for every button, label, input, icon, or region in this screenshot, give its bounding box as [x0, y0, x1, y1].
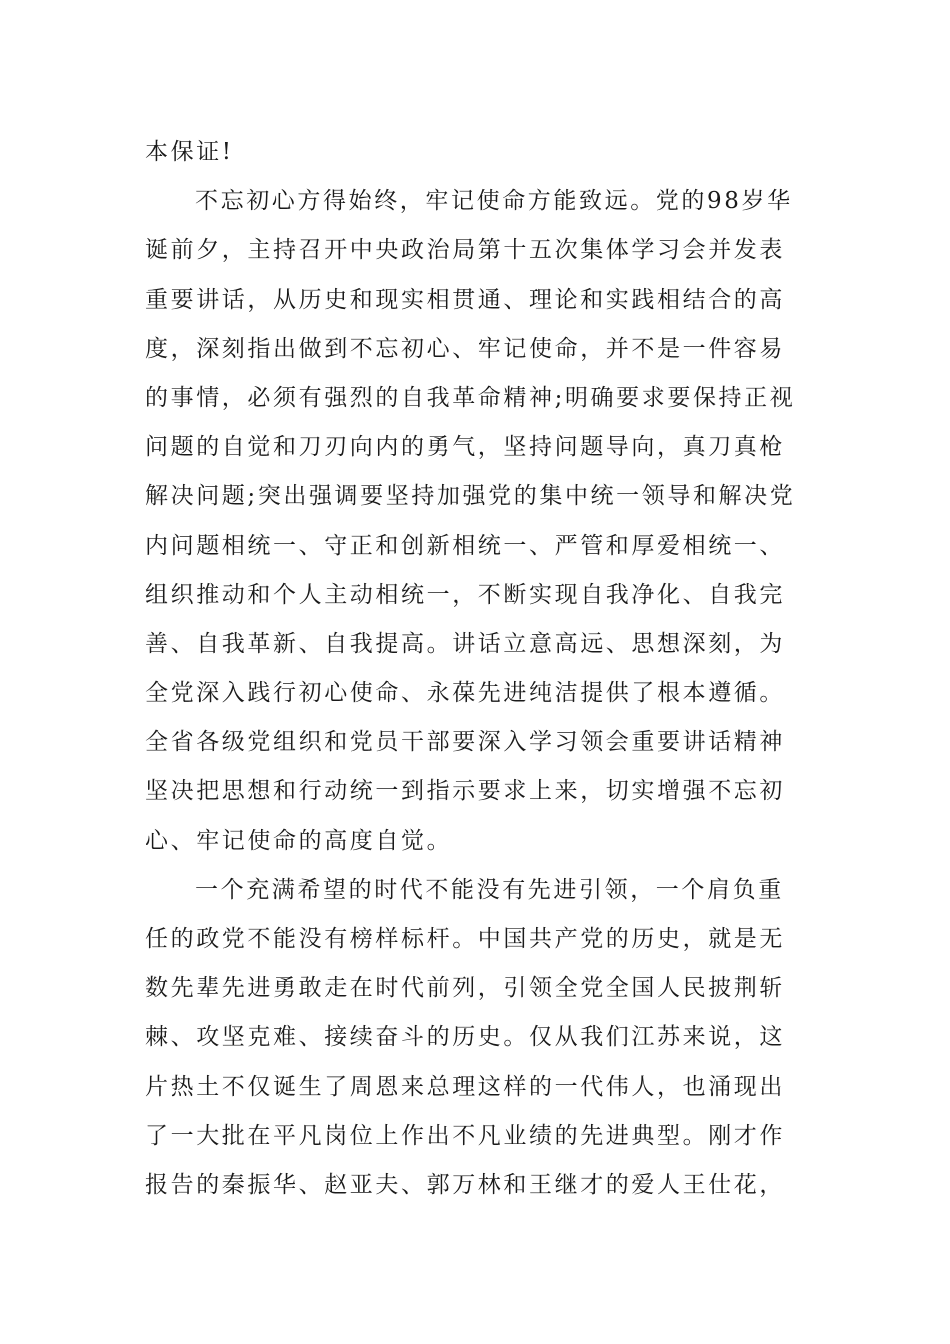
text-line: 组织推动和个人主动相统一，不断实现自我净化、自我完	[145, 581, 785, 608]
text-line: 任的政党不能没有榜样标杆。中国共产党的历史，就是无	[145, 926, 785, 952]
text-line: 不忘初心方得始终，牢记使命方能致远。党的98岁华	[195, 188, 793, 215]
text-line: 的事情，必须有强烈的自我革命精神;明确要求要保持正视	[145, 384, 796, 411]
paragraph-3	[145, 866, 810, 1210]
text-line: 片热土不仅诞生了周恩来总理这样的一代伟人，也涌现出	[145, 1073, 785, 1100]
paragraph-1	[145, 128, 810, 177]
text-line: 问题的自觉和刀刃向内的勇气，坚持问题导向，真刀真枪	[145, 434, 785, 461]
text-line: 棘、攻坚克难、接续奋斗的历史。仅从我们江苏来说，这	[145, 1024, 785, 1051]
text-line: 度，深刻指出做到不忘初心、牢记使命，并不是一件容易	[145, 335, 785, 362]
text-line: 解决问题;突出强调要坚持加强党的集中统一领导和解决党	[145, 483, 796, 510]
text-line: 诞前夕，主持召开中央政治局第十五次集体学习会并发表	[145, 237, 785, 264]
text-line: 一个充满希望的时代不能没有先进引领，一个肩负重	[195, 876, 784, 903]
text-line: 坚决把思想和行动统一到指示要求上来，切实增强不忘初	[145, 778, 785, 805]
text-line: 重要讲话，从历史和现实相贯通、理论和实践相结合的高	[145, 286, 785, 313]
text-line: 全省各级党组织和党员干部要深入学习领会重要讲话精神	[145, 729, 785, 756]
text-line: 内问题相统一、守正和创新相统一、严管和厚爱相统一、	[145, 532, 785, 559]
text-line: 数先辈先进勇敢走在时代前列，引领全党全国人民披荆斩	[145, 975, 785, 1002]
paragraph-2	[145, 177, 810, 866]
text-line: 了一大批在平凡岗位上作出不凡业绩的先进典型。刚才作	[145, 1122, 785, 1149]
text-line: 心、牢记使命的高度自觉。	[145, 827, 453, 854]
text-line: 善、自我革新、自我提高。讲话立意高远、思想深刻，为	[145, 630, 785, 657]
document-body	[145, 128, 810, 1210]
text-line: 全党深入践行初心使命、永葆先进纯洁提供了根本遵循。	[145, 680, 785, 707]
text-line: 报告的秦振华、赵亚夫、郭万林和王继才的爱人王仕花，	[145, 1171, 785, 1198]
text-line: 本保证!	[145, 139, 234, 165]
